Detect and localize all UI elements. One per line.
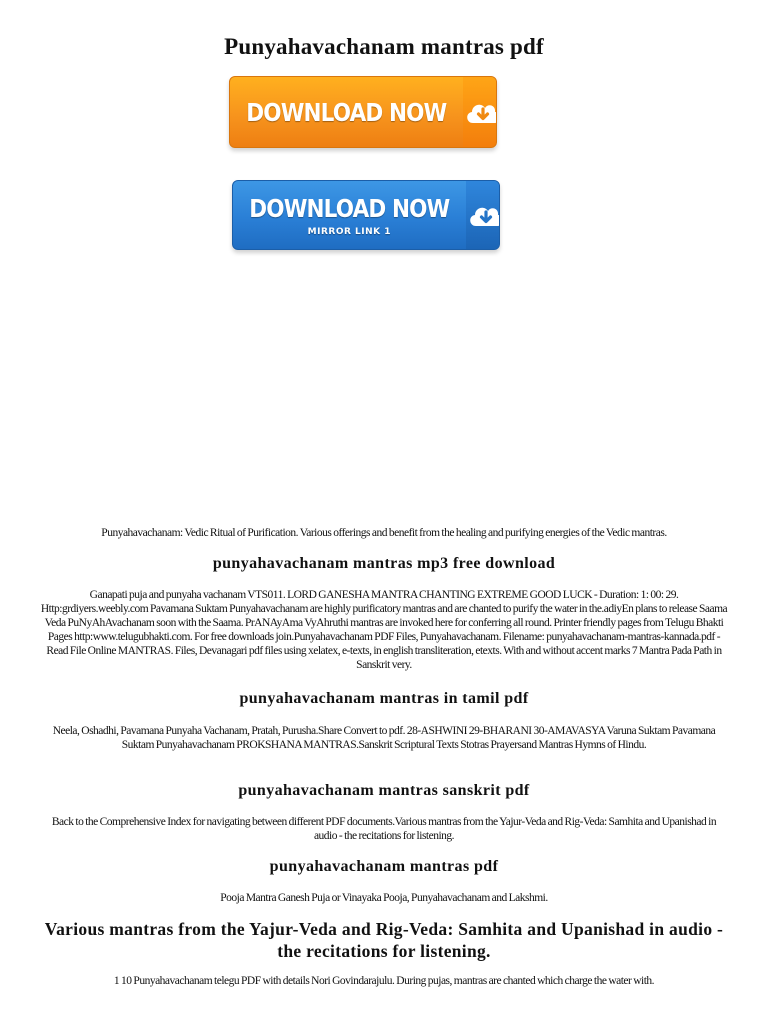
page-title: Punyahavachanam mantras pdf: [224, 34, 544, 59]
section-paragraph: Ganapati puja and punyaha vachanam VTS011. LORD GANESHA MANTRA CHANTING EXTREME GOOD LUCK - Duration: 1: 00: 29. Http:grdiyers.weebly.com Pavamana Suktam Punyahavachanam are highly purificatory mantras and are chanted to purify the water in the.adiyEn plans to release Saama Veda PuNyAhAvachanam soon with the Saama. PrANAyAma VyAhruthi mantras are invoked here for conferring all round. Printer friendly pages from Telugu Bhakti Pages http:www.telugubhakti.com. For free downloads join.Punyahavachanam PDF Files, Punyahavachanam. Filename: punyahavachanam-mantras-kannada.pdf - Read File Online MANTRAS. Files, Devanagari pdf files using xelatex, e-texts, in english transliteration, etexts. With and without accent marks 7 Mantra Pada Path in Sanskrit very.: [40, 589, 728, 671]
cloud-download-icon: [466, 181, 500, 249]
section-heading: punyahavachanam mantras in tamil pdf: [239, 690, 529, 707]
download-button-label: DOWNLOAD NOW: [246, 97, 447, 127]
cloud-download-icon: [463, 77, 497, 147]
final-paragraph: 1 10 Punyahavachanam telegu PDF with details Nori Govindarajulu. During pujas, mantras are chanted which charge the water with.: [113, 975, 655, 987]
highlight-heading: Various mantras from the Yajur-Veda and Rig-Veda: Samhita and Upanishad in audio - the recitations for listening.: [44, 919, 724, 961]
section-heading: punyahavachanam mantras mp3 free download: [212, 555, 556, 572]
section-paragraph: Pooja Mantra Ganesh Puja or Vinayaka Pooja, Punyahavachanam and Lakshmi.: [220, 892, 548, 904]
mirror-link-label: MIRROR LINK 1: [307, 226, 392, 237]
intro-paragraph: Punyahavachanam: Vedic Ritual of Purification. Various offerings and benefit from the healing and purifying energies of the Vedic mantras.: [101, 527, 667, 539]
section-heading: punyahavachanam mantras sanskrit pdf: [238, 782, 530, 799]
section-heading: punyahavachanam mantras pdf: [269, 858, 499, 875]
download-now-button[interactable]: [229, 76, 497, 148]
mirror-button-label: DOWNLOAD NOW: [249, 193, 450, 223]
download-button-label-area: [230, 77, 463, 147]
mirror-button-label-area: [233, 181, 466, 249]
section-paragraph: Neela, Oshadhi, Pavamana Punyaha Vachanam, Pratah, Purusha.Share Convert to pdf. 28-ASHWINI 29-BHARANI 30-AMAVASYA Varuna Suktam Pavamana Suktam Punyahavachanam PROKSHANA MANTRAS.Sanskrit Scriptural Texts Stotras Prayersand Mantras Hymns of Hindu.: [52, 725, 716, 751]
section-paragraph: Back to the Comprehensive Index for navigating between different PDF documents.Various mantras from the Yajur-Veda and Rig-Veda: Samhita and Upanishad in audio - the recitations for listening.: [51, 816, 717, 842]
mirror-download-button[interactable]: [232, 180, 500, 250]
